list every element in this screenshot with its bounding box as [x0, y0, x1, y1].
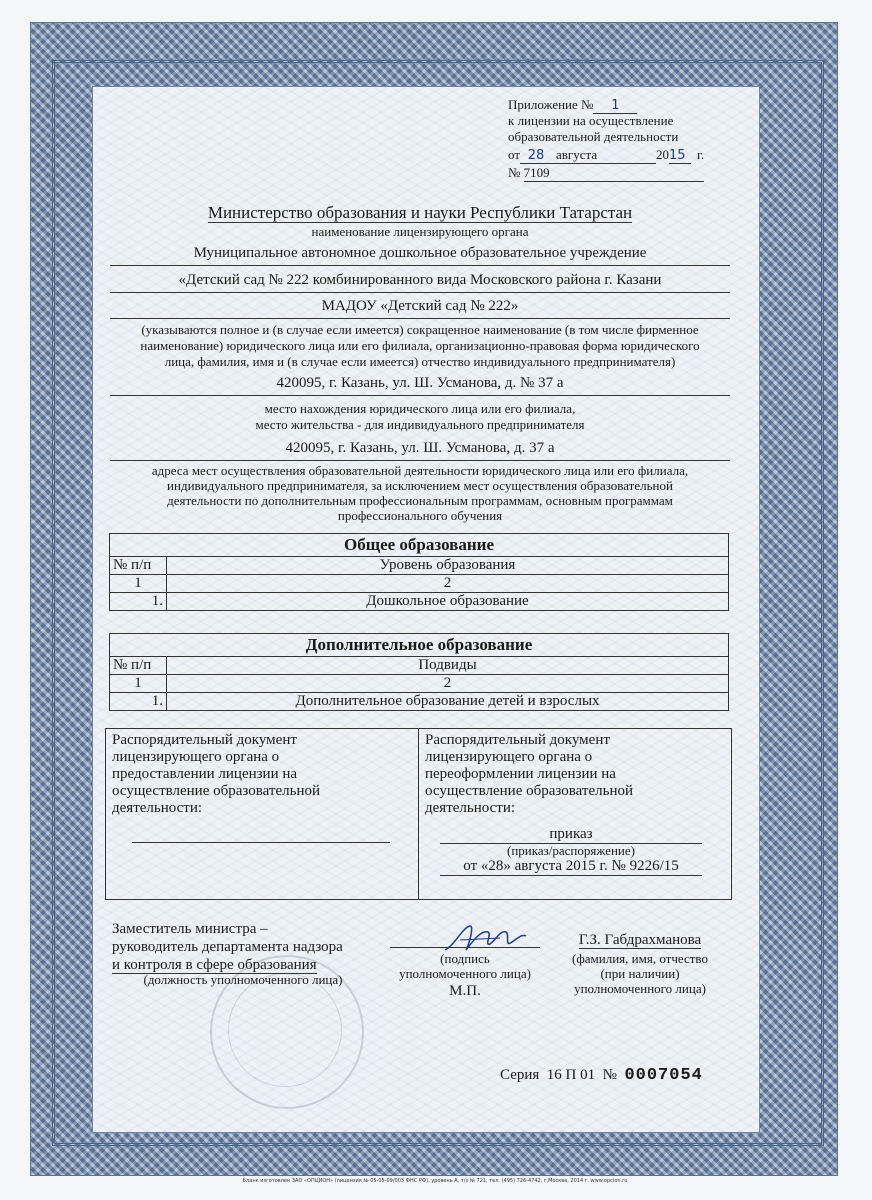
signatory-name-caption: (фамилия, имя, отчество (при наличии) уполномоченного лица) — [572, 951, 708, 996]
appendix-license-number: № 7109 — [508, 165, 720, 182]
signatory-position: Заместитель министра – руководитель департамента надзора и контроля в сфере образования — [112, 921, 343, 973]
column-index: 2 — [167, 675, 729, 693]
additional-education-title: Дополнительное образование — [110, 634, 729, 657]
activity-address: 420095, г. Казань, ул. Ш. Усманова, д. 37 а — [110, 440, 730, 461]
row-name: Дополнительное образование детей и взрослых — [167, 693, 729, 711]
seal-stamp-inner — [228, 973, 342, 1087]
column-index: 2 — [167, 575, 729, 593]
document-kind-caption: (приказ/распоряжение) — [507, 843, 635, 858]
column-header-number: № п/п — [110, 557, 167, 575]
additional-education-table — [109, 633, 729, 711]
appendix-number: 1 — [593, 98, 637, 114]
location-caption: место нахождения юридического лица или его филиала, место жительства - для индивидуального предпринимателя — [255, 401, 585, 432]
authority-caption: наименование лицензирующего органа — [311, 224, 529, 239]
footer-note: Бланк изготовлен ЗАО «ОПЦИОН» (лицензия № 05-05-09/003 ФНС РФ), уровень А, т/з № 721, тел. (495) 726-4742, г.Москва, 2014 г. www.opcion.ru — [242, 1178, 628, 1184]
series-number: 0007054 — [624, 1066, 703, 1085]
position-caption: (должность уполномоченного лица) — [143, 972, 343, 987]
column-header-level: Уровень образования — [167, 557, 729, 575]
appendix-date: от 28 августа 2015 г. — [508, 147, 705, 163]
document-kind: приказ — [440, 826, 702, 844]
document-reissue: Распорядительный документ лицензирующего органа о переоформлении лицензии на осуществление образовательной деятельности: — [425, 732, 633, 816]
column-header-subtype: Подвиды — [167, 657, 729, 675]
document-grant: Распорядительный документ лицензирующего органа о предоставлении лицензии на осуществление образовательной деятельности: — [112, 732, 320, 816]
organization-line1: Муниципальное автономное дошкольное образовательное учреждение — [110, 245, 730, 266]
table-row — [110, 693, 729, 711]
activity-address-caption: адреса мест осуществления образовательной деятельности юридического лица или его филиала, индивидуального предпринимателя, за исключением мест осуществления образовательной деятельности по дополнительным профессиональным программам, основным программам профессионального обучения — [151, 463, 689, 523]
table-row — [110, 593, 729, 611]
location-address: 420095, г. Казань, ул. Ш. Усманова, д. № 37 а — [110, 375, 730, 396]
appendix-line2: к лицензии на осуществление — [508, 113, 674, 128]
document-date-number: от «28» августа 2015 г. № 9226/15 — [440, 858, 702, 876]
signatory-name: Г.З. Габдрахманова — [578, 932, 702, 948]
documents-divider — [418, 729, 419, 899]
blank-line — [132, 842, 390, 843]
column-index: 1 — [110, 675, 167, 693]
organization-caption: (указываются полное и (в случае если имеется) сокращенное наименование (в том числе фирменное наименование) юридического лица или его филиала, организационно-правовая форма юридического лица, фамилия, имя и (в случае если имеется) отчество индивидуального предпринимателя) — [140, 322, 700, 369]
column-index: 1 — [110, 575, 167, 593]
appendix-line3: образовательной деятельности — [508, 129, 679, 144]
organization-short-name: МАДОУ «Детский сад № 222» — [110, 298, 730, 319]
organization-line2: «Детский сад № 222 комбинированного вида Московского района г. Казани — [110, 272, 730, 293]
signature-caption: (подпись уполномоченного лица) — [399, 951, 531, 981]
row-number: 1. — [110, 593, 167, 611]
row-number: 1. — [110, 693, 167, 711]
series-line: Серия 16 П 01 № 0007054 — [500, 1066, 703, 1085]
appendix-line1: Приложение № 1 — [508, 97, 637, 114]
authority-name: Министерство образования и науки Республики Татарстан — [207, 203, 633, 222]
general-education-title: Общее образование — [110, 534, 729, 557]
general-education-table — [109, 533, 729, 611]
seal-label: М.П. — [449, 983, 481, 999]
row-name: Дошкольное образование — [167, 593, 729, 611]
column-header-number: № п/п — [110, 657, 167, 675]
